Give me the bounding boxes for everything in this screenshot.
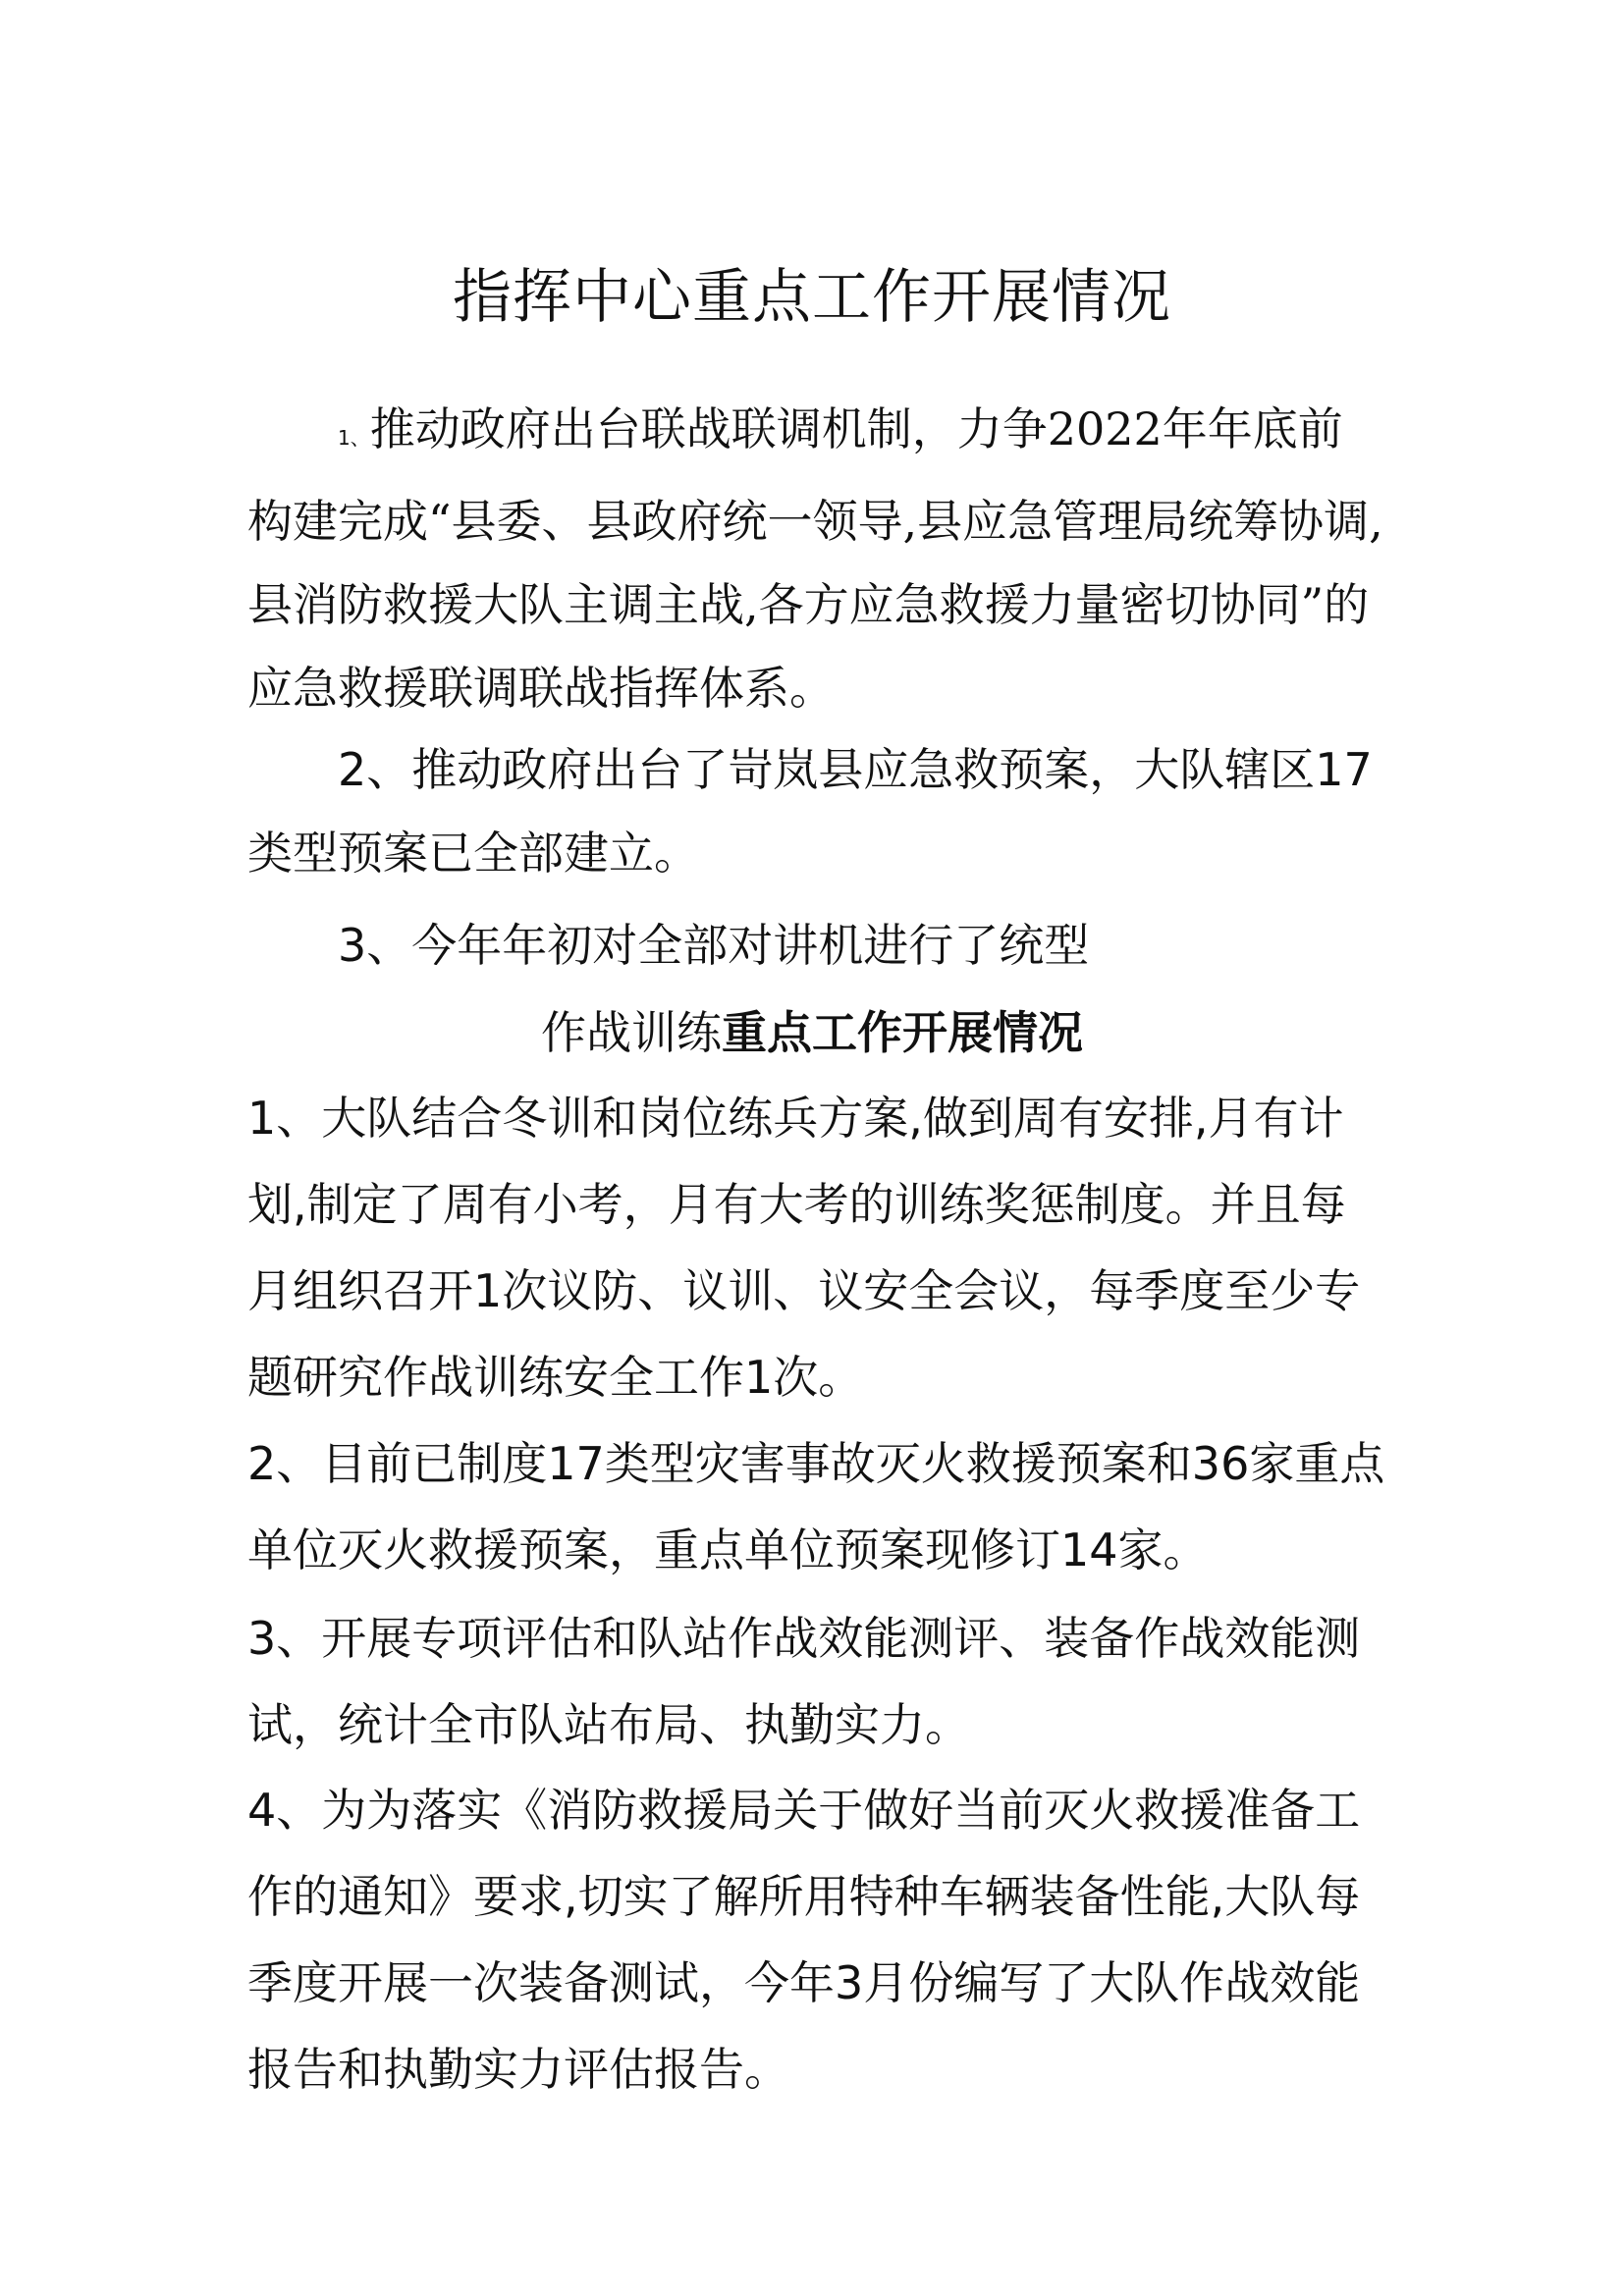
- section1-item-1: [247, 388, 1386, 730]
- section2-item-3: 3、开展专项评估和队站作战效能测评、装备作战效能测试，统计全市队站布局、执勤实力。: [247, 1612, 1361, 1751]
- section1-item-3: 3、今年年初对全部对讲机进行了统型: [338, 919, 1090, 972]
- item-number: 1、: [338, 426, 370, 450]
- section2-title-bold: 重点工作开展情况: [722, 1006, 1083, 1059]
- document-title: 指挥中心重点工作开展情况: [453, 263, 1171, 333]
- section2-item-4: 4、为为落实《消防救援局关于做好当前灭火救援准备工作的通知》要求,切实了解所用特种车辆装备性能,大队每季度开展一次装备测试，今年3月份编写了大队作战效能报告和执勤实力评估报告。: [247, 1784, 1361, 2096]
- section2-title: [0, 991, 1624, 1075]
- section2-item-1: 1、大队结合冬训和岗位练兵方案,做到周有安排,月有计划,制定了周有小考，月有大考的训练奖惩制度。并且每月组织召开1次议防、议训、议安全会议，每季度至少专题研究作战训练安全工作1次。: [247, 1092, 1361, 1404]
- section1-item-2: 2、推动政府出台了岢岚县应急救预案，大队辖区17类型预案已全部建立。: [247, 743, 1373, 880]
- item-text: 推动政府出台联战联调机制，力争2022年年底前构建完成“县委、县政府统一领导,县应急管理局统筹协调,县消防救援大队主调主战,各方应急救援力量密切协同”的应急救援联调联战指挥体系。: [247, 402, 1383, 715]
- section2-title-prefix: 作战训练: [541, 1006, 722, 1059]
- section2-item-2: 2、目前已制度17类型灾害事故灭火救援预案和36家重点单位灭火救援预案，重点单位预案现修订14家。: [247, 1437, 1385, 1576]
